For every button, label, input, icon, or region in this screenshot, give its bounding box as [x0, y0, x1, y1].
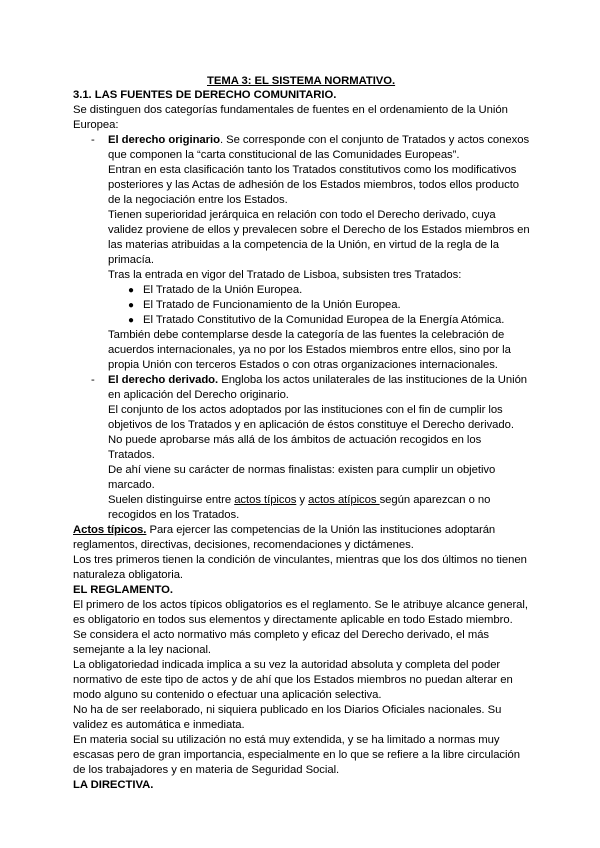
- typical-acts-paragraph: [73, 523, 495, 538]
- paragraph-line: No ha de ser reelaborado, ni siquiera publicado en los Diarios Oficiales nacionales. Su: [73, 704, 502, 716]
- document-title: TEMA 3: EL SISTEMA NORMATIVO.: [207, 75, 396, 87]
- paragraph-line: normativo de este tipo de actos y de ahí que los Estados miembros no puedan alterar en: [73, 674, 513, 686]
- paragraph-line: [108, 493, 490, 508]
- directiva-heading: LA DIRECTIVA.: [73, 779, 154, 791]
- reglamento-heading: EL REGLAMENTO.: [73, 584, 173, 596]
- intro-line: Europea:: [73, 119, 119, 131]
- term-original-law: El derecho originario: [108, 134, 220, 146]
- paragraph-line: reglamentos, directivas, decisiones, recomendaciones y dictámenes.: [73, 539, 414, 551]
- text-span: y: [296, 494, 309, 506]
- paragraph-line: En materia social su utilización no está muy extendida, y se ha limitado a normas muy: [73, 734, 500, 746]
- paragraph-line: validez proviene de ellos y prevalecen sobre el Derecho de los Estados miembros en: [108, 224, 530, 236]
- paragraph-line: modo alguno su contenido o efectuar una aplicación selectiva.: [73, 689, 382, 701]
- paragraph-line: objetivos de los Tratados y en aplicación de éstos constituye el Derecho derivado.: [108, 419, 514, 431]
- text-span: Engloba los actos unilaterales de las instituciones de la Unión: [218, 374, 528, 386]
- paragraph-line: propia Unión con terceros Estados o con otras organizaciones internacionales.: [108, 359, 498, 371]
- text-span: según aparezcan o no: [379, 494, 491, 506]
- list-item-original-law: [108, 133, 529, 148]
- bullet-dot-icon: ●: [128, 300, 135, 311]
- paragraph-line: que componen la “carta constitucional de las Comunidades Europeas”.: [108, 149, 460, 161]
- text-span: . Se corresponde con el conjunto de Tratados y actos conexos: [219, 134, 530, 146]
- paragraph-line: La obligatoriedad indicada implica a su vez la autoridad absoluta y completa del poder: [73, 659, 501, 671]
- list-item-derived-law: [108, 373, 527, 388]
- paragraph-line: posteriores y las Actas de adhesión de los Estados miembros, todos ellos producto: [108, 179, 520, 191]
- paragraph-line: es obligatorio en todos sus elementos y directamente aplicable en todo Estado miembro.: [73, 614, 513, 626]
- paragraph-line: Los tres primeros tienen la condición de vinculantes, mientras que los dos últimos no tienen: [73, 554, 527, 566]
- bullet-dot-icon: ●: [128, 315, 135, 326]
- treaty-item: El Tratado de Funcionamiento de la Unión Europea.: [143, 299, 401, 311]
- paragraph-line: El conjunto de los actos adoptados por las instituciones con el fin de cumplir los: [108, 404, 503, 416]
- intro-line: Se distinguen dos categorías fundamentales de fuentes en el ordenamiento de la Unión: [73, 104, 508, 116]
- paragraph-line: Entran en esta clasificación tanto los Tratados constitutivos como los modificativos: [108, 164, 517, 176]
- paragraph-line: También debe contemplarse desde la categoría de las fuentes la celebración de: [108, 329, 505, 341]
- paragraph-line: acuerdos internacionales, ya no por los Estados miembros entre ellos, sino por la: [108, 344, 511, 356]
- term-typical-acts: actos típicos: [234, 494, 297, 506]
- paragraph-line: de los trabajadores y en materia de Seguridad Social.: [73, 764, 340, 776]
- paragraph-line: escasas pero de gran importancia, especialmente en lo que se refiere a la libre circulación: [73, 749, 520, 761]
- paragraph-line: marcado.: [108, 479, 155, 491]
- paragraph-line: semejante a la ley nacional.: [73, 644, 212, 656]
- paragraph-line: No puede aprobarse más allá de los ámbitos de actuación recogidos en los: [108, 434, 482, 446]
- paragraph-line: naturaleza obligatoria.: [73, 569, 184, 581]
- paragraph-line: De ahí viene su carácter de normas finalistas: existen para cumplir un objetivo: [108, 464, 496, 476]
- bullet-dot-icon: ●: [128, 285, 135, 296]
- paragraph-line: validez es automática e inmediata.: [73, 719, 245, 731]
- paragraph-line: en aplicación del Derecho originario.: [108, 389, 289, 401]
- typical-acts-heading: Actos típicos.: [73, 524, 147, 536]
- list-dash: -: [91, 374, 95, 386]
- paragraph-line: las materias atribuidas a la competencia de la Unión, en virtud de la regla de la: [108, 239, 499, 251]
- term-atypical-acts: actos atípicos: [308, 494, 380, 506]
- text-span: Suelen distinguirse entre: [108, 494, 235, 506]
- paragraph-line: El primero de los actos típicos obligatorios es el reglamento. Se le atribuye alcance general,: [73, 599, 528, 611]
- text-span: Para ejercer las competencias de la Unión las instituciones adoptarán: [146, 524, 496, 536]
- paragraph-line: Tratados.: [108, 449, 155, 461]
- paragraph-line: recogidos en los Tratados.: [108, 509, 240, 521]
- paragraph-line: Tras la entrada en vigor del Tratado de Lisboa, subsisten tres Tratados:: [108, 269, 462, 281]
- treaty-item: El Tratado de la Unión Europea.: [143, 284, 303, 296]
- paragraph-line: de la negociación entre los Estados.: [108, 194, 288, 206]
- paragraph-line: Se considera el acto normativo más completo y eficaz del Derecho derivado, el más: [73, 629, 490, 641]
- section-heading: 3.1. LAS FUENTES DE DERECHO COMUNITARIO.: [73, 89, 337, 101]
- treaty-item: El Tratado Constitutivo de la Comunidad Europea de la Energía Atómica.: [143, 314, 505, 326]
- paragraph-line: Tienen superioridad jerárquica en relación con todo el Derecho derivado, cuya: [108, 209, 496, 221]
- paragraph-line: primacía.: [108, 254, 155, 266]
- list-dash: -: [91, 134, 95, 146]
- term-derived-law: El derecho derivado.: [108, 374, 219, 386]
